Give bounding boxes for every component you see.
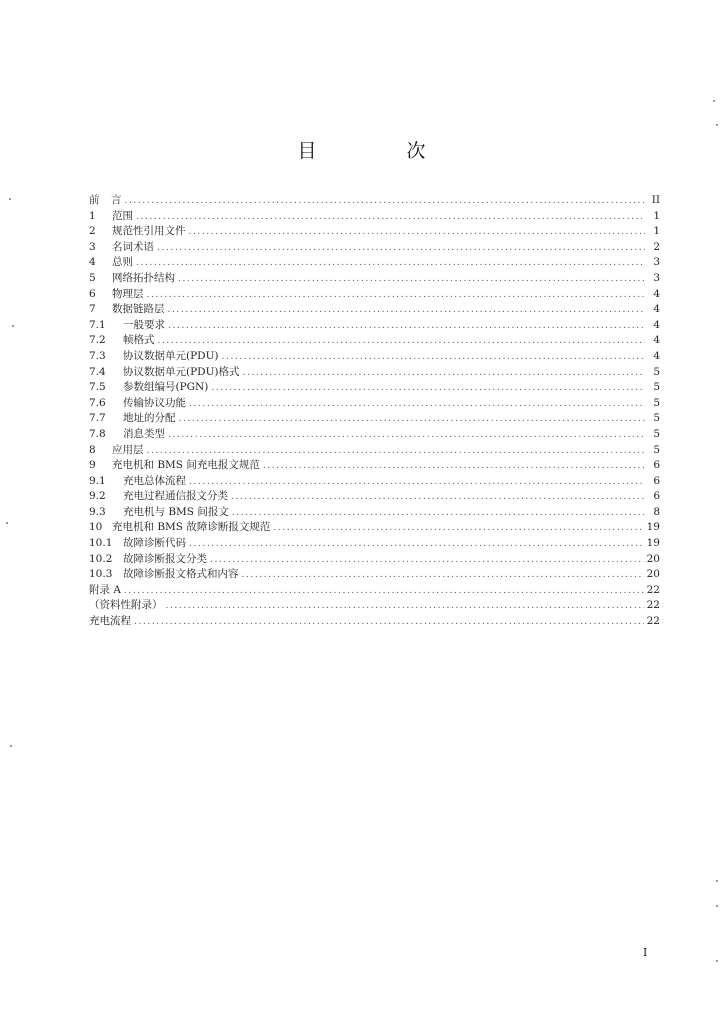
toc-entry-number: 4 — [89, 256, 96, 269]
toc-entry-label: 故障诊断代码 — [123, 537, 186, 550]
toc-entry-page: 4 — [653, 334, 660, 347]
toc-entry-label: 参数组编号(PGN) — [123, 381, 209, 394]
toc-entry-number: 7.5 — [89, 381, 106, 394]
dot-leader — [232, 506, 645, 522]
toc-entry-number: 7.7 — [89, 412, 106, 425]
toc-entry[interactable] — [89, 520, 660, 536]
scan-speck — [12, 325, 14, 327]
toc-entry-page: 5 — [653, 427, 660, 440]
scan-speck — [716, 124, 718, 126]
toc-entry-label: 数据链路层 — [112, 303, 165, 316]
toc-entry-label: 充电流程 — [89, 615, 131, 628]
toc-entry-page: 5 — [653, 381, 660, 394]
scan-speck — [716, 960, 718, 962]
toc-entry-page: 6 — [653, 459, 660, 472]
toc-entry[interactable] — [89, 224, 660, 240]
toc-entry[interactable] — [89, 536, 660, 552]
dot-leader — [231, 490, 645, 506]
toc-entry-label: 物理层 — [112, 287, 144, 300]
dot-leader — [147, 288, 646, 304]
toc-entry-number: 10.3 — [89, 568, 113, 581]
toc-entry[interactable] — [89, 505, 660, 521]
toc-entry-page: 6 — [653, 490, 660, 503]
toc-entry-number: 7.3 — [89, 349, 106, 362]
toc-entry-page: 1 — [653, 225, 660, 238]
toc-entry-label: 地址的分配 — [123, 412, 176, 425]
toc-entry-page: 22 — [646, 615, 660, 628]
toc-entry-number: 5 — [89, 271, 96, 284]
toc-entry-page: 6 — [653, 474, 660, 487]
dot-leader — [222, 350, 645, 366]
toc-entry-page: 20 — [646, 568, 660, 581]
toc-entry-page: 19 — [646, 537, 660, 550]
toc-entry-label: 消息类型 — [123, 427, 165, 440]
toc-entry-label: 充电机和 BMS 故障诊断报文规范 — [112, 521, 271, 534]
toc-entry[interactable] — [89, 443, 660, 459]
toc-entry[interactable] — [89, 271, 660, 287]
dot-leader — [178, 272, 645, 288]
toc-entry-number: 前 — [89, 194, 100, 206]
toc-entry[interactable] — [89, 365, 660, 381]
toc-entry-number: 7.1 — [89, 318, 106, 331]
dot-leader — [124, 584, 644, 600]
dot-leader — [168, 303, 646, 319]
dot-leader — [242, 568, 644, 584]
toc-entry-label: 充电总体流程 — [123, 474, 186, 487]
dot-leader — [147, 444, 646, 460]
scan-speck — [6, 522, 8, 524]
toc-entry-number: 10 — [89, 521, 103, 534]
dot-leader — [243, 366, 645, 382]
toc-entry-label: 一般要求 — [123, 318, 165, 331]
toc-entry[interactable] — [89, 193, 660, 209]
toc-entry[interactable] — [89, 396, 660, 412]
toc-entry-page: 3 — [653, 271, 660, 284]
dot-leader — [263, 459, 645, 475]
toc-entry[interactable] — [89, 380, 660, 396]
toc-entry-page: 5 — [653, 443, 660, 456]
toc-entry-label: 帧格式 — [123, 334, 155, 347]
toc-entry-page: 22 — [646, 583, 660, 596]
scan-speck — [716, 905, 718, 907]
dot-leader — [168, 319, 645, 335]
toc-entry-number: 8 — [89, 443, 96, 456]
toc-entry-number: 10.2 — [89, 552, 113, 565]
toc-entry-page: 5 — [653, 412, 660, 425]
toc-entry[interactable] — [89, 567, 660, 583]
dot-leader — [168, 428, 645, 444]
toc-entry-label: 网络拓扑结构 — [112, 271, 175, 284]
toc-entry-page: 1 — [653, 209, 660, 222]
toc-entry[interactable] — [89, 583, 660, 599]
toc-entry[interactable] — [89, 411, 660, 427]
toc-entry-label: 传输协议功能 — [123, 396, 186, 409]
dot-leader — [210, 553, 644, 569]
toc-entry[interactable] — [89, 474, 660, 490]
toc-entry[interactable] — [89, 598, 660, 614]
toc-entry-number: 3 — [89, 240, 96, 253]
toc-entry-label: 故障诊断报文格式和内容 — [123, 568, 239, 581]
toc-entry[interactable] — [89, 614, 660, 630]
toc-entry-page: II — [651, 194, 660, 206]
dot-leader — [125, 194, 646, 210]
dot-leader — [157, 241, 645, 257]
toc-entry-label: 应用层 — [112, 443, 144, 456]
dot-leader — [189, 397, 645, 413]
toc-entry-label: 范围 — [112, 209, 133, 222]
toc-entry-label: 充电过程通信报文分类 — [123, 490, 228, 503]
toc-entry[interactable] — [89, 209, 660, 225]
toc-entry-number: 7 — [89, 303, 96, 316]
toc-entry-label: 规范性引用文件 — [112, 225, 186, 238]
toc-entry-page: 4 — [653, 287, 660, 300]
toc-entry-label: 协议数据单元(PDU)格式 — [123, 365, 240, 378]
toc-entry-number: 9 — [89, 459, 96, 472]
dot-leader — [134, 615, 644, 631]
toc-entry-label: 充电机和 BMS 间充电报文规范 — [112, 459, 260, 472]
toc-entry-page: 2 — [653, 240, 660, 253]
toc-entry-label: 协议数据单元(PDU) — [123, 349, 219, 362]
table-of-contents — [89, 193, 660, 630]
page-number: I — [643, 946, 648, 959]
toc-entry-page: 22 — [646, 599, 660, 612]
toc-entry-label: 附录 A — [89, 583, 121, 596]
toc-entry-page: 5 — [653, 365, 660, 378]
toc-entry[interactable] — [89, 333, 660, 349]
toc-entry[interactable] — [89, 427, 660, 443]
toc-entry-page: 8 — [653, 505, 660, 518]
toc-entry-page: 3 — [653, 256, 660, 269]
toc-entry-page: 4 — [653, 349, 660, 362]
toc-entry[interactable] — [89, 302, 660, 318]
toc-entry[interactable] — [89, 240, 660, 256]
toc-entry-page: 19 — [646, 521, 660, 534]
toc-entry-number: 6 — [89, 287, 96, 300]
toc-entry-page: 4 — [653, 303, 660, 316]
dot-leader — [189, 475, 645, 491]
toc-entry-number: 7.6 — [89, 396, 106, 409]
toc-entry-number: 7.8 — [89, 427, 106, 440]
toc-entry-page: 4 — [653, 318, 660, 331]
toc-entry-number: 7.2 — [89, 334, 106, 347]
toc-entry-number: 2 — [89, 225, 96, 238]
toc-entry-label: （资料性附录） — [89, 599, 163, 612]
dot-leader — [189, 225, 646, 241]
toc-entry-page: 20 — [646, 552, 660, 565]
toc-title: 目 次 — [297, 140, 468, 162]
toc-entry[interactable] — [89, 458, 660, 474]
scan-speck — [713, 100, 715, 102]
toc-entry-page: 5 — [653, 396, 660, 409]
dot-leader — [189, 537, 644, 553]
toc-entry-number: 7.4 — [89, 365, 106, 378]
toc-entry-number: 9.2 — [89, 490, 106, 503]
toc-entry-number: 10.1 — [89, 537, 113, 550]
dot-leader — [179, 412, 646, 428]
dot-leader — [136, 256, 645, 272]
toc-entry[interactable] — [89, 318, 660, 334]
scan-speck — [9, 198, 11, 200]
toc-entry-label: 言 — [111, 194, 122, 206]
scan-speck — [10, 745, 12, 747]
toc-entry-number: 9.1 — [89, 474, 106, 487]
toc-entry-label: 故障诊断报文分类 — [123, 552, 207, 565]
toc-entry[interactable] — [89, 287, 660, 303]
toc-entry-label: 充电机与 BMS 间报文 — [123, 505, 229, 518]
toc-entry-label: 总则 — [112, 256, 133, 269]
dot-leader — [273, 521, 643, 537]
dot-leader — [211, 381, 645, 397]
toc-entry[interactable] — [89, 552, 660, 568]
toc-entry[interactable] — [89, 489, 660, 505]
dot-leader — [166, 599, 644, 615]
scan-speck — [716, 880, 718, 882]
toc-entry[interactable] — [89, 255, 660, 271]
dot-leader — [158, 334, 646, 350]
toc-entry-label: 名词术语 — [112, 240, 154, 253]
toc-entry[interactable] — [89, 349, 660, 365]
dot-leader — [136, 210, 645, 226]
toc-entry-number: 1 — [89, 209, 96, 222]
toc-entry-number: 9.3 — [89, 505, 106, 518]
